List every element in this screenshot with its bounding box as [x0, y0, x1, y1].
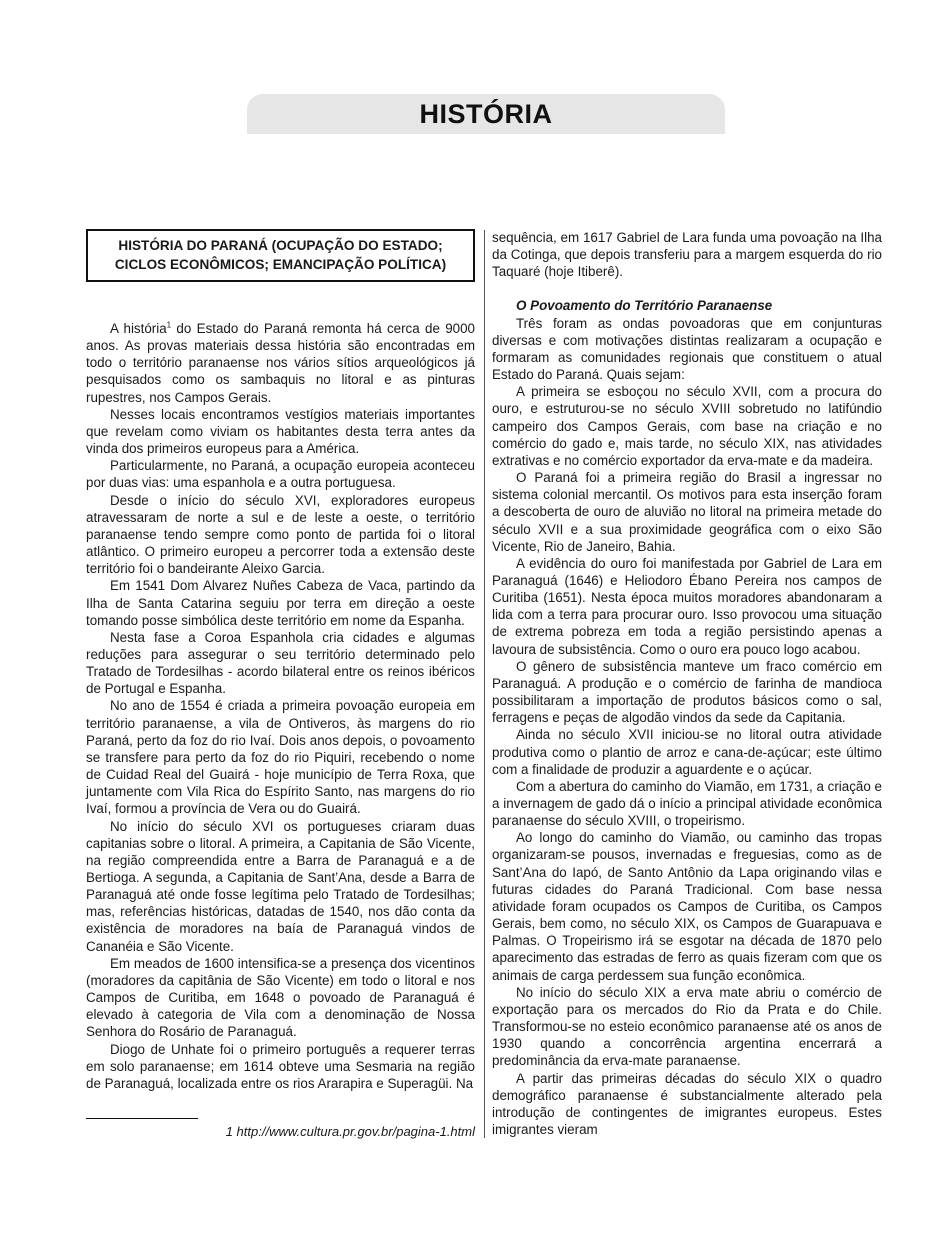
paragraph: O Paraná foi a primeira região do Brasil a ingressar no sistema colonial mercantil. Os motivos para esta inserção foram a descoberta de ouro de aluvião no litoral na primeira metade do século XVII e a sua proximidade geográfica com o eixo São Vicente, Rio de Janeiro, Bahia. — [492, 470, 882, 554]
footnote-rule — [86, 1118, 198, 1119]
paragraph: A primeira se esboçou no século XVII, com a procura do ouro, e estruturou-se no século XVIII sobretudo no latifúndio campeiro dos Campos Gerais, com base na criação e no comércio do gado e, mais tarde, no século XIX, nas atividades extrativas e no comércio exportador da erva-mate e da madeira. — [492, 384, 882, 468]
paragraph: Nesses locais encontramos vestígios materiais importantes que revelam como viviam os habitantes desta terra antes da vinda dos primeiros europeus para a América. — [86, 406, 475, 457]
paragraph: Diogo de Unhate foi o primeiro português a requerer terras em solo paranaense; em 1614 obteve uma Sesmaria na região de Paranaguá, localizada entre os rios Ararapira e Superagüi. Na — [86, 1041, 475, 1091]
header-banner — [247, 94, 725, 134]
paragraph-text: do Estado do Paraná remonta há cerca de 9000 anos. As provas materiais dessa história são encontradas em todo o território paranaense nos vários sítios arqueológicos já pesquisados como os sambaquis no litoral e as pinturas rupestres, nos Campos Gerais. — [86, 321, 475, 405]
paragraph — [86, 320, 475, 406]
footnote-ref[interactable]: 1 — [166, 320, 172, 330]
paragraph: Particularmente, no Paraná, a ocupação europeia aconteceu por duas vias: uma espanhola e a outra portuguesa. — [86, 458, 475, 491]
paragraph: No início do século XIX a erva mate abriu o comércio de exportação para os mercados do Rio da Prata e do Chile. Transformou-se no esteio econômico paranaense até os anos de 1930 quando a concorrência argentina encerrará a predominância da erva-mate paranaense. — [492, 984, 882, 1069]
column-divider — [484, 230, 485, 1138]
section-title-line-2: CICLOS ECONÔMICOS; EMANCIPAÇÃO POLÍTICA) — [114, 257, 447, 272]
paragraph: Em 1541 Dom Alvarez Nuñes Cabeza de Vaca, partindo da Ilha de Santa Catarina seguiu por terra em direção a oeste tomando posse simbólica deste território em nome da Espanha. — [86, 578, 475, 628]
paragraph: sequência, em 1617 Gabriel de Lara funda uma povoação na Ilha da Cotinga, que depois transferiu para a margem esquerda do rio Taquaré (hoje Itiberê). — [492, 230, 882, 280]
paragraph: Com a abertura do caminho do Viamão, em 1731, a criação e a invernagem de gado dá o início a principal atividade econômica paranaense do século XVIII, o tropeirismo. — [492, 778, 882, 829]
subsection-heading: O Povoamento do Território Paranaense — [516, 298, 773, 314]
right-column — [492, 229, 882, 1138]
paragraph: No ano de 1554 é criada a primeira povoação europeia em território paranaense, a vila de Ontiveros, às margens do rio Paraná, perto da foz do rio Ivaí. Dois anos depois, o povoamento se transfere para perto da foz do rio Piquiri, recebendo o nome de Cuidad Real del Guairá - hoje município de Terra Roxa, que juntamente com Vila Rica do Espírito Santo, nas margens do rio Ivaí, formou a província de Vera ou do Guairá. — [86, 698, 475, 817]
paragraph: O gênero de subsistência manteve um fraco comércio em Paranaguá. A produção e o comércio de farinha de mandioca possibilitaram a importação de produtos básicos como o sal, ferragens e peças de algodão vindos da sede da Capitania. — [492, 658, 882, 726]
paragraph: A evidência do ouro foi manifestada por Gabriel de Lara em Paranaguá (1646) e Heliodoro Ébano Pereira nos campos de Curitiba (1651). Nesta época muitos moradores abandonaram a lida com a terra para procurar ouro. Isso provocou uma situação de extrema pobreza em toda a região persistindo apenas a lavoura de subsistência. Como o ouro era pouco logo acabou. — [492, 555, 882, 657]
paragraph: Ao longo do caminho do Viamão, ou caminho das tropas organizaram-se pousos, invernadas e freguesias, como as de Sant’Ana do Iapó, de Santo Antônio da Lapa originando vilas e futuras cidades do Paraná Tradicional. Com base nessa atividade foram ocupados os Campos de Curitiba, os Campos Gerais, bem como, no século XIX, os Campos de Guarapuava e Palmas. O Tropeirismo irá se esgotar na década de 1870 pelo aparecimento das estradas de ferro as quais fizeram com que os animais de carga perdessem sua função econômica. — [492, 830, 882, 983]
paragraph: Em meados de 1600 intensifica-se a presença dos vicentinos (moradores da capitânia de São Vicente) em todo o litoral e nos Campos de Curitiba, em 1648 o povoado de Paranaguá é elevado à categoria de Vila com a denominação de Nossa Senhora do Rosário de Paranaguá. — [86, 955, 475, 1040]
section-title-line-1: HISTÓRIA DO PARANÁ (OCUPAÇÃO DO ESTADO; — [118, 238, 443, 253]
paragraph: Desde o início do século XVI, exploradores europeus atravessaram de norte a sul e de leste a oeste, o território paranaense tendo sempre como ponto de partida foi o litoral atlântico. O primeiro europeu a percorrer toda a extensão deste território foi o bandeirante Aleixo Garcia. — [86, 492, 475, 577]
left-column — [86, 229, 475, 1092]
paragraph: No início do século XVI os portugueses criaram duas capitanias sobre o litoral. A primeira, a Capitania de São Vicente, na região compreendida entre a Barra de Paranaguá e a de Bertioga. A segunda, a Capitania de Sant’Ana, desde a Barra de Paranaguá até onde fosse legítima pelo Tratado de Tordesilhas; mas, referências históricas, datadas de 1540, nos dão conta da existência de moradores na baía de Paranaguá vindos de Cananéia e São Vicente. — [86, 818, 475, 954]
paragraph: Nesta fase a Coroa Espanhola cria cidades e algumas reduções para assegurar o seu território determinado pelo Tratado de Tordesilhas - acordo bilateral entre os reinos ibéricos de Portugal e Espanha. — [86, 629, 475, 697]
paragraph-text: A história — [110, 321, 167, 336]
paragraph: Três foram as ondas povoadoras que em conjunturas diversas e com motivações distintas realizaram a ocupação e formaram as comunidades regionais que constituem o atual Estado do Paraná. Quais sejam: — [492, 315, 882, 383]
spacer — [492, 280, 882, 297]
page-title: HISTÓRIA — [419, 98, 553, 129]
footnote[interactable]: 1 http://www.cultura.pr.gov.br/pagina-1.html — [225, 1124, 475, 1139]
paragraph: Ainda no século XVII iniciou-se no litoral outra atividade produtiva como o plantio de arroz e cana-de-açúcar; este último com a finalidade de produzir a aguardente e o açúcar. — [492, 727, 882, 777]
section-title-box — [86, 229, 475, 282]
paragraph: A partir das primeiras décadas do século XIX o quadro demográfico paranaense é substancialmente alterado pela introdução de contingentes de imigrantes europeus. Estes imigrantes vieram — [492, 1070, 882, 1137]
